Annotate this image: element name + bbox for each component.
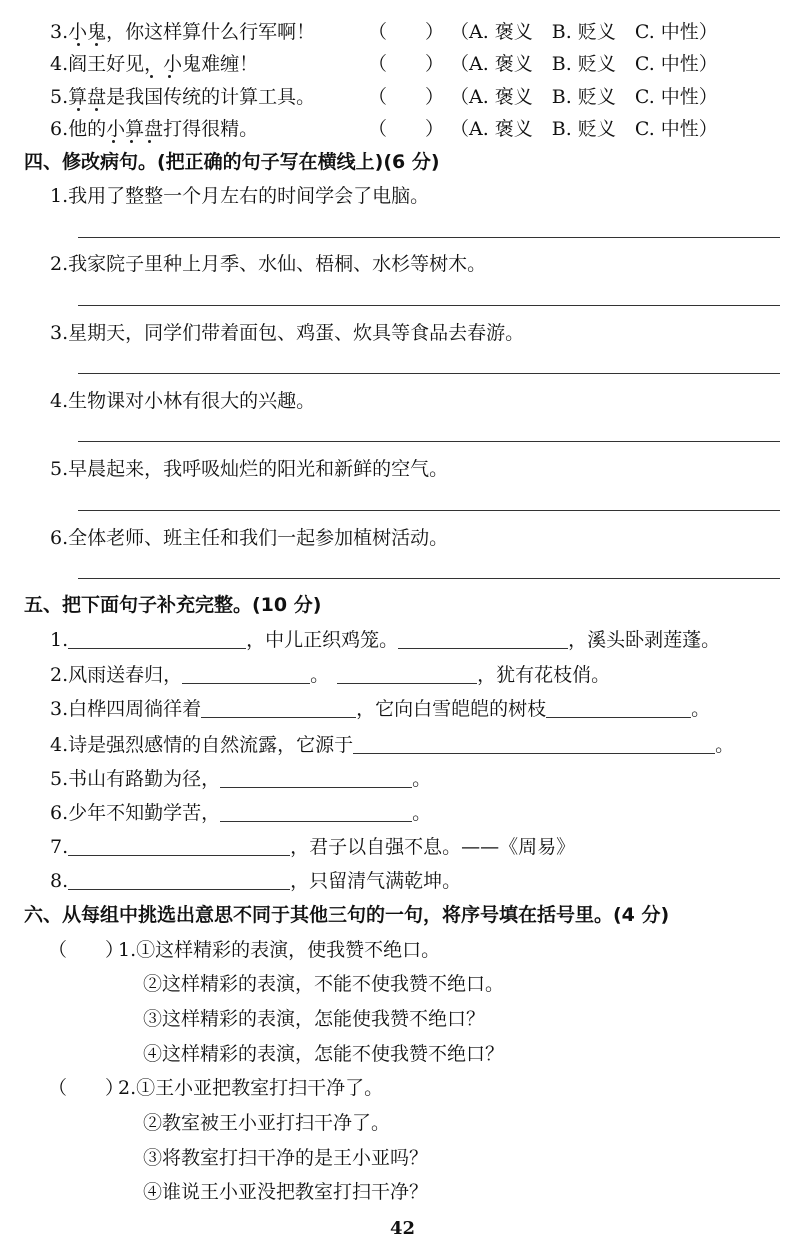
option-text: ②教室被王小亚打扫干净了。 bbox=[143, 1112, 391, 1134]
line-text: 5.书山有路勤为径， bbox=[50, 768, 221, 790]
section4-title: 四、修改病句。(把正确的句子写在横线上)(6 分) bbox=[24, 151, 440, 173]
section4-item: 6.全体老师、班主任和我们一起参加植树活动。 bbox=[50, 527, 449, 549]
emphasis-dot bbox=[95, 108, 98, 111]
fill-blank[interactable] bbox=[337, 665, 477, 684]
options-text: （A. 褒义 B. 贬义 C. 中性） bbox=[450, 21, 718, 43]
line-text: 。 bbox=[310, 664, 330, 686]
answer-line[interactable] bbox=[78, 237, 780, 238]
option-text: ②这样精彩的表演，不能不使我赞不绝口。 bbox=[143, 973, 505, 995]
line-text: 4.诗是强烈感情的自然流露，它源于 bbox=[50, 734, 354, 756]
fill-blank[interactable] bbox=[220, 769, 412, 788]
question-text: 4.阎王好见，小鬼难缠！ bbox=[50, 53, 259, 75]
section4-item: 1.我用了整整一个月左右的时间学会了电脑。 bbox=[50, 185, 430, 207]
line-text: ，犹有花枝俏。 bbox=[477, 664, 611, 686]
question-text: 5.算盘是我国传统的计算工具。 bbox=[50, 86, 316, 108]
answer-line[interactable] bbox=[78, 373, 780, 374]
answer-paren[interactable]: （ ） bbox=[48, 1077, 125, 1099]
fill-blank[interactable] bbox=[201, 699, 356, 718]
emphasis-dot bbox=[112, 140, 115, 143]
emphasis-dot bbox=[148, 140, 151, 143]
answer-line[interactable] bbox=[78, 578, 780, 579]
answer-paren[interactable]: （ ） bbox=[368, 21, 445, 43]
options-text: （A. 褒义 B. 贬义 C. 中性） bbox=[450, 86, 718, 108]
emphasis-dot bbox=[95, 43, 98, 46]
section4-item: 4.生物课对小林有很大的兴趣。 bbox=[50, 390, 316, 412]
emphasis-dot bbox=[77, 108, 80, 111]
line-text: 6.少年不知勤学苦， bbox=[50, 802, 221, 824]
fill-blank[interactable] bbox=[546, 699, 691, 718]
answer-line[interactable] bbox=[78, 305, 780, 306]
answer-paren[interactable]: （ ） bbox=[368, 86, 445, 108]
fill-line-6 bbox=[50, 798, 431, 825]
section4-item: 2.我家院子里种上月季、水仙、梧桐、水杉等树木。 bbox=[50, 253, 487, 275]
option-text: 2.①王小亚把教室打扫干净了。 bbox=[118, 1077, 384, 1099]
fill-line-1 bbox=[50, 625, 720, 652]
option-text: ③将教室打扫干净的是王小亚吗？ bbox=[143, 1147, 429, 1169]
fill-line-7 bbox=[50, 832, 575, 859]
fill-blank[interactable] bbox=[68, 871, 290, 890]
fill-line-3 bbox=[50, 694, 710, 721]
answer-line[interactable] bbox=[78, 510, 780, 511]
page-number: 42 bbox=[390, 1218, 416, 1239]
answer-paren[interactable]: （ ） bbox=[48, 939, 125, 961]
line-text: 。 bbox=[412, 768, 432, 790]
fill-blank[interactable] bbox=[182, 665, 310, 684]
line-text: ，它向白雪皑皑的树枝 bbox=[356, 698, 547, 720]
emphasis-dot bbox=[77, 43, 80, 46]
fill-blank[interactable] bbox=[68, 630, 246, 649]
fill-blank[interactable] bbox=[398, 630, 568, 649]
question-text: 6.他的小算盘打得很精。 bbox=[50, 118, 259, 140]
fill-line-8 bbox=[50, 866, 461, 893]
line-text: 8. bbox=[50, 870, 69, 892]
emphasis-dot bbox=[150, 75, 153, 78]
answer-paren[interactable]: （ ） bbox=[368, 53, 445, 75]
fill-line-4 bbox=[50, 730, 734, 757]
line-text: 7. bbox=[50, 836, 69, 858]
line-text: ，中儿正织鸡笼。 bbox=[246, 629, 399, 651]
line-text: 。 bbox=[715, 734, 735, 756]
line-text: 。 bbox=[691, 698, 711, 720]
option-text: ③这样精彩的表演，怎能使我赞不绝口？ bbox=[143, 1008, 486, 1030]
question-text: 3.小鬼，你这样算什么行军啊！ bbox=[50, 21, 316, 43]
options-text: （A. 褒义 B. 贬义 C. 中性） bbox=[450, 118, 718, 140]
emphasis-dot bbox=[168, 75, 171, 78]
option-text: ④谁说王小亚没把教室打扫干净？ bbox=[143, 1181, 429, 1203]
fill-line-5 bbox=[50, 764, 431, 791]
line-text: 。 bbox=[412, 802, 432, 824]
option-text: 1.①这样精彩的表演，使我赞不绝口。 bbox=[118, 939, 441, 961]
answer-line[interactable] bbox=[78, 441, 780, 442]
line-text: ，只留清气满乾坤。 bbox=[290, 870, 462, 892]
fill-line-2 bbox=[50, 660, 610, 687]
line-text: 1. bbox=[50, 629, 69, 651]
section5-title: 五、把下面句子补充完整。(10 分) bbox=[24, 594, 322, 616]
line-text: ，溪头卧剥莲蓬。 bbox=[568, 629, 721, 651]
line-text: 3.白桦四周徜徉着 bbox=[50, 698, 202, 720]
line-text: 2.风雨送春归， bbox=[50, 664, 183, 686]
section4-item: 3.星期天，同学们带着面包、鸡蛋、炊具等食品去春游。 bbox=[50, 322, 525, 344]
line-text: ，君子以自强不息。——《周易》 bbox=[290, 836, 576, 858]
fill-blank[interactable] bbox=[220, 803, 412, 822]
answer-paren[interactable]: （ ） bbox=[368, 118, 445, 140]
fill-blank[interactable] bbox=[353, 735, 715, 754]
fill-blank[interactable] bbox=[68, 837, 290, 856]
section4-item: 5.早晨起来，我呼吸灿烂的阳光和新鲜的空气。 bbox=[50, 458, 449, 480]
option-text: ④这样精彩的表演，怎能不使我赞不绝口？ bbox=[143, 1043, 505, 1065]
options-text: （A. 褒义 B. 贬义 C. 中性） bbox=[450, 53, 718, 75]
section6-title: 六、从每组中挑选出意思不同于其他三句的一句，将序号填在括号里。(4 分) bbox=[24, 904, 670, 926]
emphasis-dot bbox=[130, 140, 133, 143]
